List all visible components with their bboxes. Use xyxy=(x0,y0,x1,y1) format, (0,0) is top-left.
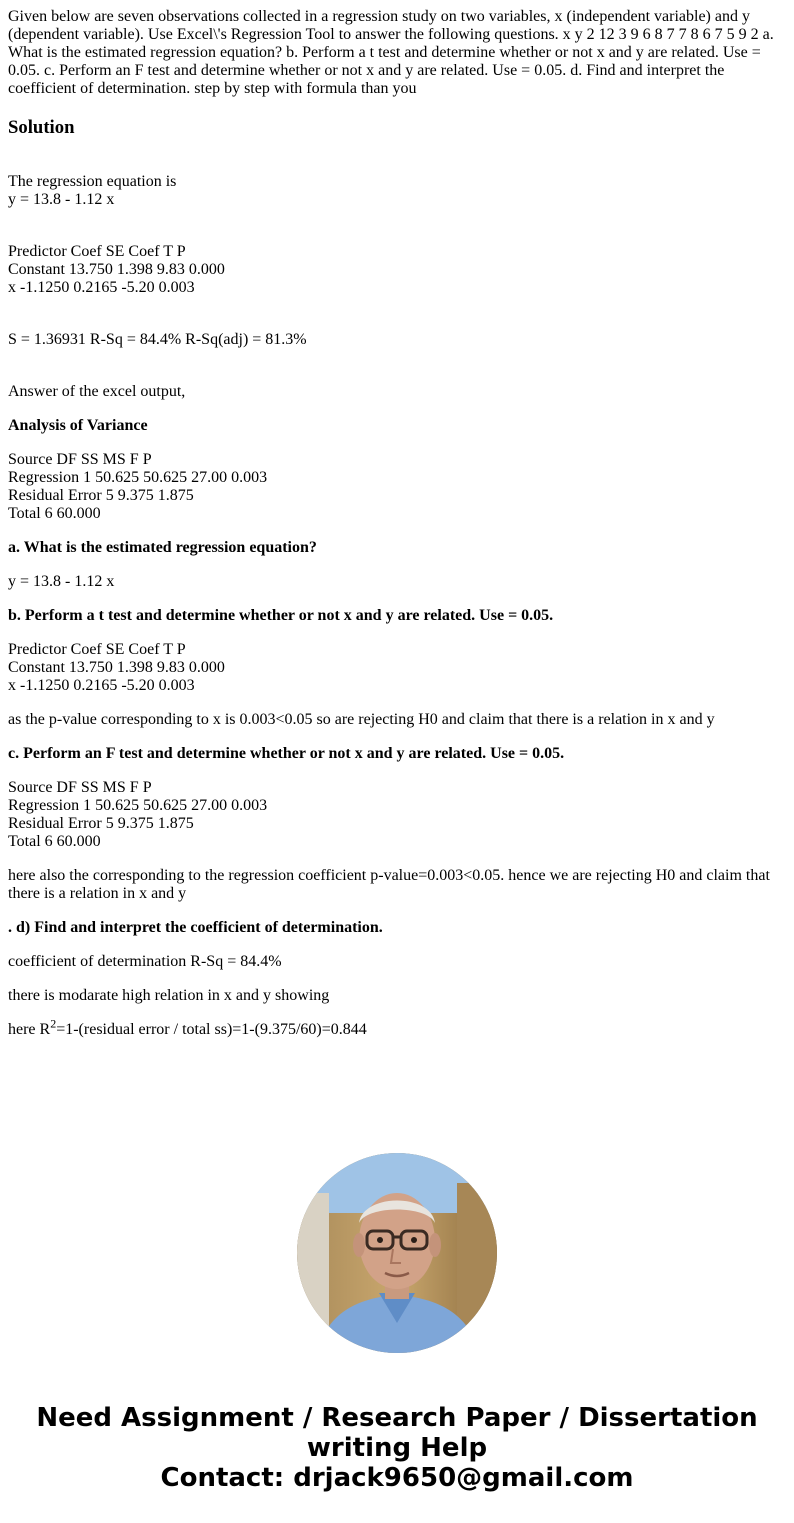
part-c-row: Regression 1 50.625 50.625 27.00 0.003 xyxy=(8,797,268,814)
solution-heading: Solution xyxy=(8,117,75,138)
anova-table-header: Source DF SS MS F P xyxy=(8,451,152,468)
part-a-heading: a. What is the estimated regression equation? xyxy=(8,539,317,556)
footer-line-1: Need Assignment / Research Paper / Dissertation xyxy=(36,1403,758,1433)
part-b-table xyxy=(8,641,778,695)
regression-intro: The regression equation is xyxy=(8,173,177,190)
fit-stats: S = 1.36931 R-Sq = 84.4% R-Sq(adj) = 81.3% xyxy=(8,331,307,348)
author-avatar xyxy=(297,1153,497,1353)
avatar-portrait xyxy=(297,1153,497,1353)
part-c-row: Residual Error 5 9.375 1.875 xyxy=(8,815,194,832)
document-body xyxy=(8,8,778,1039)
formula-rest: =1-(residual error / total ss)=1-(9.375/60)=0.844 xyxy=(56,1021,367,1038)
part-a-answer: y = 13.8 - 1.12 x xyxy=(8,573,115,590)
part-b-row: x -1.1250 0.2165 -5.20 0.003 xyxy=(8,677,195,694)
footer-contact: Contact: drjack9650@gmail.com xyxy=(160,1463,634,1493)
excel-answer: Answer of the excel output, xyxy=(8,383,186,400)
part-c-table xyxy=(8,779,778,851)
part-d-interpretation: there is modarate high relation in x and y showing xyxy=(8,987,330,1004)
part-b-heading: b. Perform a t test and determine whether or not x and y are related. Use = 0.05. xyxy=(8,607,554,624)
part-c-table-header: Source DF SS MS F P xyxy=(8,779,152,796)
regression-equation: y = 13.8 - 1.12 x xyxy=(8,191,115,208)
formula-prefix: here R xyxy=(8,1021,51,1038)
anova-row: Regression 1 50.625 50.625 27.00 0.003 xyxy=(8,469,268,486)
anova-row: Total 6 60.000 xyxy=(8,505,101,522)
part-b-table-header: Predictor Coef SE Coef T P xyxy=(8,641,186,658)
regression-equation-block xyxy=(8,173,778,209)
predictor-table xyxy=(8,243,778,297)
question-text: Given below are seven observations collected in a regression study on two variables, x (independent variable) and y (dependent variable). Use Excel\'s Regression Tool to answer the following questions. x y 2 12 3 9 6 8 7 7 8 6 7 5 9 2 a. What is the estimated regression equation? b. Perform a t test and determine whether or not x and y are related. Use = 0.05. c. Perform an F test and determine whether or not x and y are related. Use = 0.05. d. Find and interpret the coefficient of determination. step by step with formula than you xyxy=(8,8,774,97)
footer-line-2: writing Help xyxy=(306,1433,488,1463)
part-b-conclusion: as the p-value corresponding to x is 0.003<0.05 so are rejecting H0 and claim that there is a relation in x and y xyxy=(8,711,715,728)
anova-heading: Analysis of Variance xyxy=(8,417,148,434)
part-b-row: Constant 13.750 1.398 9.83 0.000 xyxy=(8,659,225,676)
predictor-row: x -1.1250 0.2165 -5.20 0.003 xyxy=(8,279,195,296)
formula-superscript: 2 xyxy=(50,1016,57,1031)
anova-table xyxy=(8,451,778,523)
part-d-heading: . d) Find and interpret the coefficient of determination. xyxy=(8,919,383,936)
part-d-formula xyxy=(8,1016,778,1039)
predictor-row: Constant 13.750 1.398 9.83 0.000 xyxy=(8,261,225,278)
part-c-row: Total 6 60.000 xyxy=(8,833,101,850)
predictor-table-header: Predictor Coef SE Coef T P xyxy=(8,243,186,260)
promo-footer xyxy=(0,1403,794,1493)
part-d-value: coefficient of determination R-Sq = 84.4% xyxy=(8,953,282,970)
part-c-conclusion: here also the corresponding to the regression coefficient p-value=0.003<0.05. hence we are rejecting H0 and claim that there is a relation in x and y xyxy=(8,867,770,902)
anova-row: Residual Error 5 9.375 1.875 xyxy=(8,487,194,504)
part-c-heading: c. Perform an F test and determine whether or not x and y are related. Use = 0.05. xyxy=(8,745,565,762)
